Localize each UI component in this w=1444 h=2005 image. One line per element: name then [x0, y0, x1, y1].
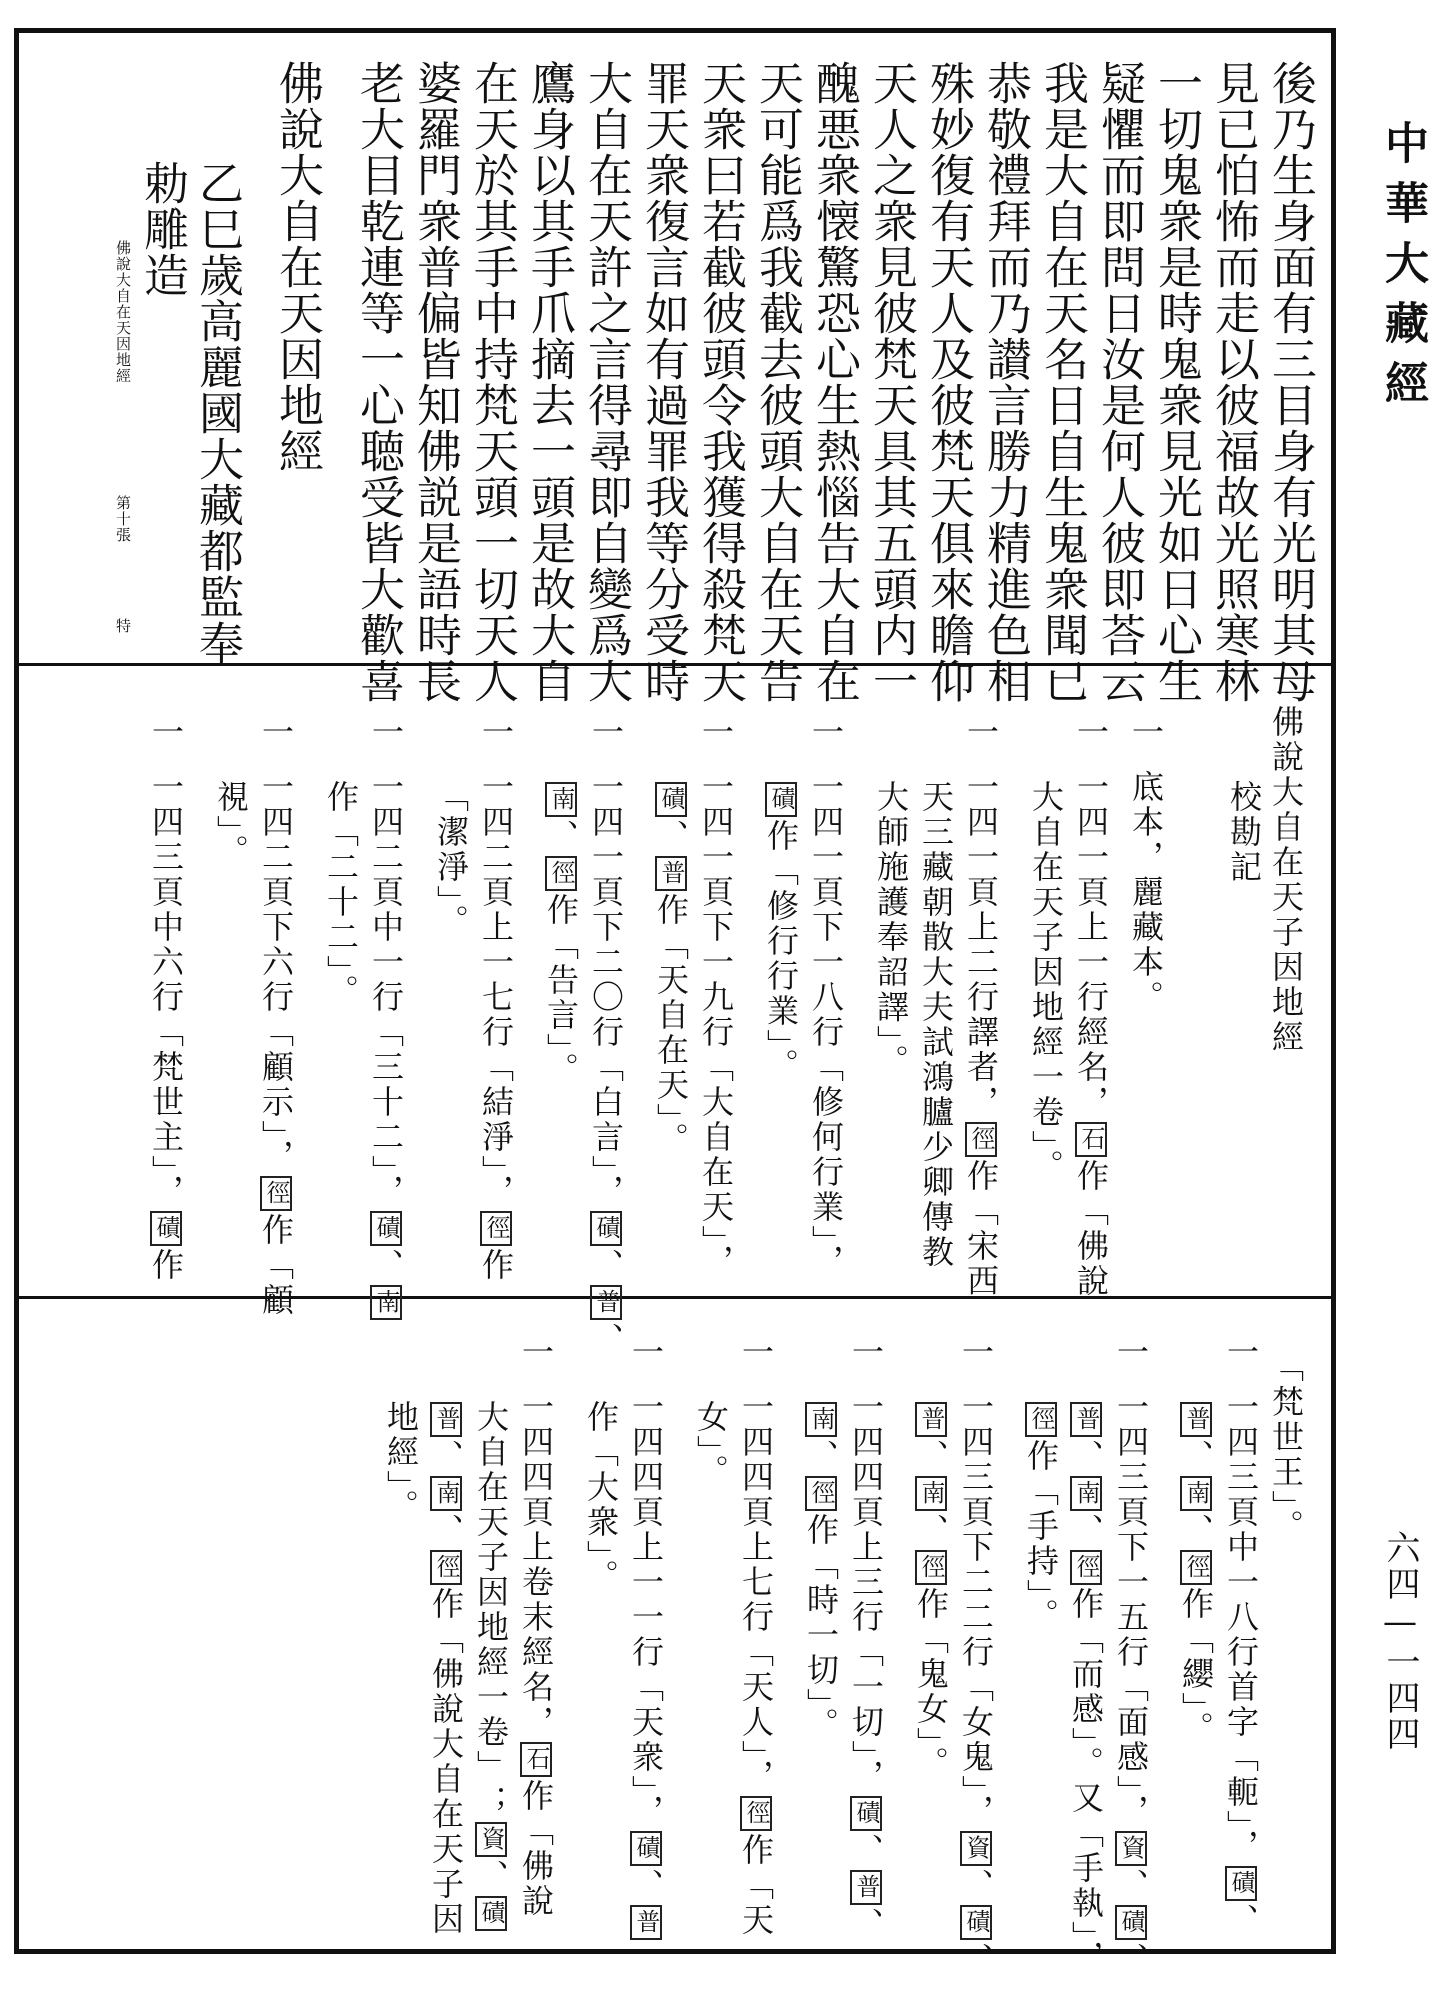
note-dash: 一 — [1127, 715, 1165, 747]
note-dash: 一 — [517, 1335, 555, 1367]
sutra-column: 天衆曰若截彼頭令我獲得殺梵天 — [694, 60, 747, 704]
collation-note-cont: 徑作「手持」。 — [1025, 1400, 1057, 1633]
sutra-column: 一切鬼衆是時鬼衆見光如日心生 — [1150, 60, 1203, 704]
note-dash: 一 — [1112, 1335, 1150, 1367]
sutra-column: 恭敬禮拜而乃讃言勝力精進色相 — [979, 60, 1032, 704]
collation-note-cont: 女」。 — [692, 1400, 730, 1489]
collation-note: 一四二頁下六行「顧示」，徑作「顧 — [257, 770, 295, 1318]
collation-note-cont: 磧作「修行行業」。 — [765, 780, 797, 1083]
note-dash: 一 — [1072, 715, 1110, 747]
collation-note-cont: 天三藏朝散大夫試鴻臚少卿傳教 — [917, 780, 955, 1270]
collation-note: 一四三頁下二二行「女鬼」，資、磧、 — [957, 1390, 995, 1977]
collation-note-cont: 大自在天子因地經一卷」；資、磧 — [475, 1400, 507, 1933]
collation-note-cont: 南、徑作「告言」。 — [545, 780, 577, 1087]
collation-note: 一四二頁上一七行「結淨」，徑作 — [477, 770, 515, 1283]
divider-bottom — [14, 1296, 1336, 1299]
collation-note-cont: 大自在天子因地經一卷」。 — [1027, 780, 1065, 1184]
sutra-column: 在天於其手中持梵天頭一切天人 — [466, 60, 519, 704]
collation-note-cont: 普、南、徑作「纓」。 — [1180, 1400, 1212, 1746]
sutra-column: 殊妙復有天人及彼梵天俱來瞻仰 — [922, 60, 975, 704]
side-title: 中華大藏經 — [1377, 120, 1428, 420]
sutra-column: 鷹身以其手爪摘去一頭是故大自 — [523, 60, 576, 704]
collation-note-cont: 普、南、徑作「鬼女」。 — [915, 1400, 947, 1781]
sutra-column: 婆羅門衆普偏皆知佛説是語時長 — [409, 60, 462, 704]
sutra-column: 見已怕怖而走以彼福故光照寒林 — [1207, 60, 1260, 704]
sutra-column: 罪天衆復言如有過罪我等分受時 — [637, 60, 690, 704]
collation-note-cont: 磧、普作「天自在天」。 — [655, 780, 687, 1157]
closing-title: 佛說大自在天因地經 — [271, 60, 324, 474]
collation-note: 一四一頁上一行經名，石作「佛說 — [1072, 770, 1110, 1299]
collation-note: 一四四頁上三行「一切」，磧、普、 — [847, 1390, 885, 1942]
collation-note-cont: 作「二十二」。 — [322, 780, 360, 1009]
sutra-column: 後乃生身面有三目身有光明其母 — [1264, 60, 1317, 704]
sutra-column: 疑懼而即問日汝是何人彼即荅云 — [1093, 60, 1146, 704]
collation-note: 一四三頁下一五行「面感」，資、磧、 — [1112, 1390, 1150, 1977]
note-dash: 一 — [847, 1335, 885, 1367]
collation-note: 一四四頁上卷末經名，石作「佛說 — [517, 1390, 555, 1919]
collation-note: 一四四頁上七行「天人」，徑作「天 — [737, 1390, 775, 1938]
sutra-column: 我是大自在天名日自生鬼衆聞已 — [1036, 60, 1089, 704]
sutra-column: 天可能爲我截去彼頭大自在天告 — [751, 60, 804, 704]
colophon-line-2: 勅雕造 — [136, 160, 189, 298]
colophon-line-1: 乙巳歲高麗國大藏都監奉 — [191, 160, 244, 666]
sutra-column: 老大目乾連等一心聴受皆大歡喜 — [352, 60, 405, 704]
sutra-column: 天人之衆見彼梵天具其五頭内一 — [865, 60, 918, 704]
note-dash: 一 — [962, 715, 1000, 747]
note-dash: 一 — [627, 1335, 665, 1367]
note-dash: 一 — [587, 715, 625, 747]
collation-note: 底本，麗藏本。 — [1127, 770, 1165, 1015]
collation-note-cont: 大師施護奉詔譯」。 — [872, 780, 910, 1079]
collation-note-cont: 普、南、徑作「而感」。又「手執」， — [1070, 1400, 1102, 1975]
note-dash: 一 — [737, 1335, 775, 1367]
colophon-small-sutra-name: 佛說大自在天因地經 — [114, 240, 132, 384]
collation-note: 一四四頁上一一行「天衆」，磧、普 — [630, 1390, 662, 1942]
page-number: 六四—一四四 — [1380, 1530, 1420, 1752]
note-dash: 一 — [367, 715, 405, 747]
collation-note-cont: 普、南、徑作「佛說大自在天子因 — [430, 1400, 462, 1937]
collation-note-cont: 「潔淨」。 — [432, 780, 470, 939]
collation-note: 一四二頁中一行「三十二」，磧、南 — [370, 770, 402, 1322]
note-dash: 一 — [477, 715, 515, 747]
collation-note-cont: 「梵世王」。 — [1267, 1350, 1305, 1544]
note-dash: 一 — [697, 715, 735, 747]
note-dash: 一 — [257, 715, 295, 747]
collation-note-cont: 地經」。 — [382, 1400, 420, 1524]
sutra-column: 大自在天許之言得尋即自變爲大 — [580, 60, 633, 704]
note-dash: 一 — [147, 715, 185, 747]
collation-title: 佛說大自在天子因地經 — [1267, 705, 1305, 1055]
sutra-column: 醜悪衆懐驚恐心生熱惱告大自在 — [808, 60, 861, 704]
note-dash: 一 — [1222, 1335, 1260, 1367]
collation-note-cont: 視」。 — [212, 780, 250, 869]
collation-note: 一四三頁中一八行首字「軛」，磧、 — [1222, 1390, 1260, 1938]
collation-note: 一四一頁下二〇行「白言」，磧、普、 — [587, 770, 625, 1357]
collation-note: 一四一頁下一八行「修何行業」， — [807, 770, 845, 1279]
collation-note-cont: 南、徑作「時一切」。 — [805, 1400, 837, 1742]
note-dash: 一 — [807, 715, 845, 747]
collation-heading: 校勘記 — [1225, 780, 1263, 885]
collation-note-cont: 作「大衆」。 — [582, 1400, 620, 1594]
collation-note: 一四一頁下一九行「大自在天」， — [697, 770, 735, 1279]
collation-note: 一四一頁上二行譯者，徑作「宋西 — [962, 770, 1000, 1299]
note-dash: 一 — [957, 1335, 995, 1367]
colophon-small-sheet-number: 第十張 — [114, 495, 132, 543]
colophon-small-mark: 特 — [114, 618, 132, 634]
collation-note: 一四三頁中六行「梵世主」，磧作 — [147, 770, 185, 1283]
